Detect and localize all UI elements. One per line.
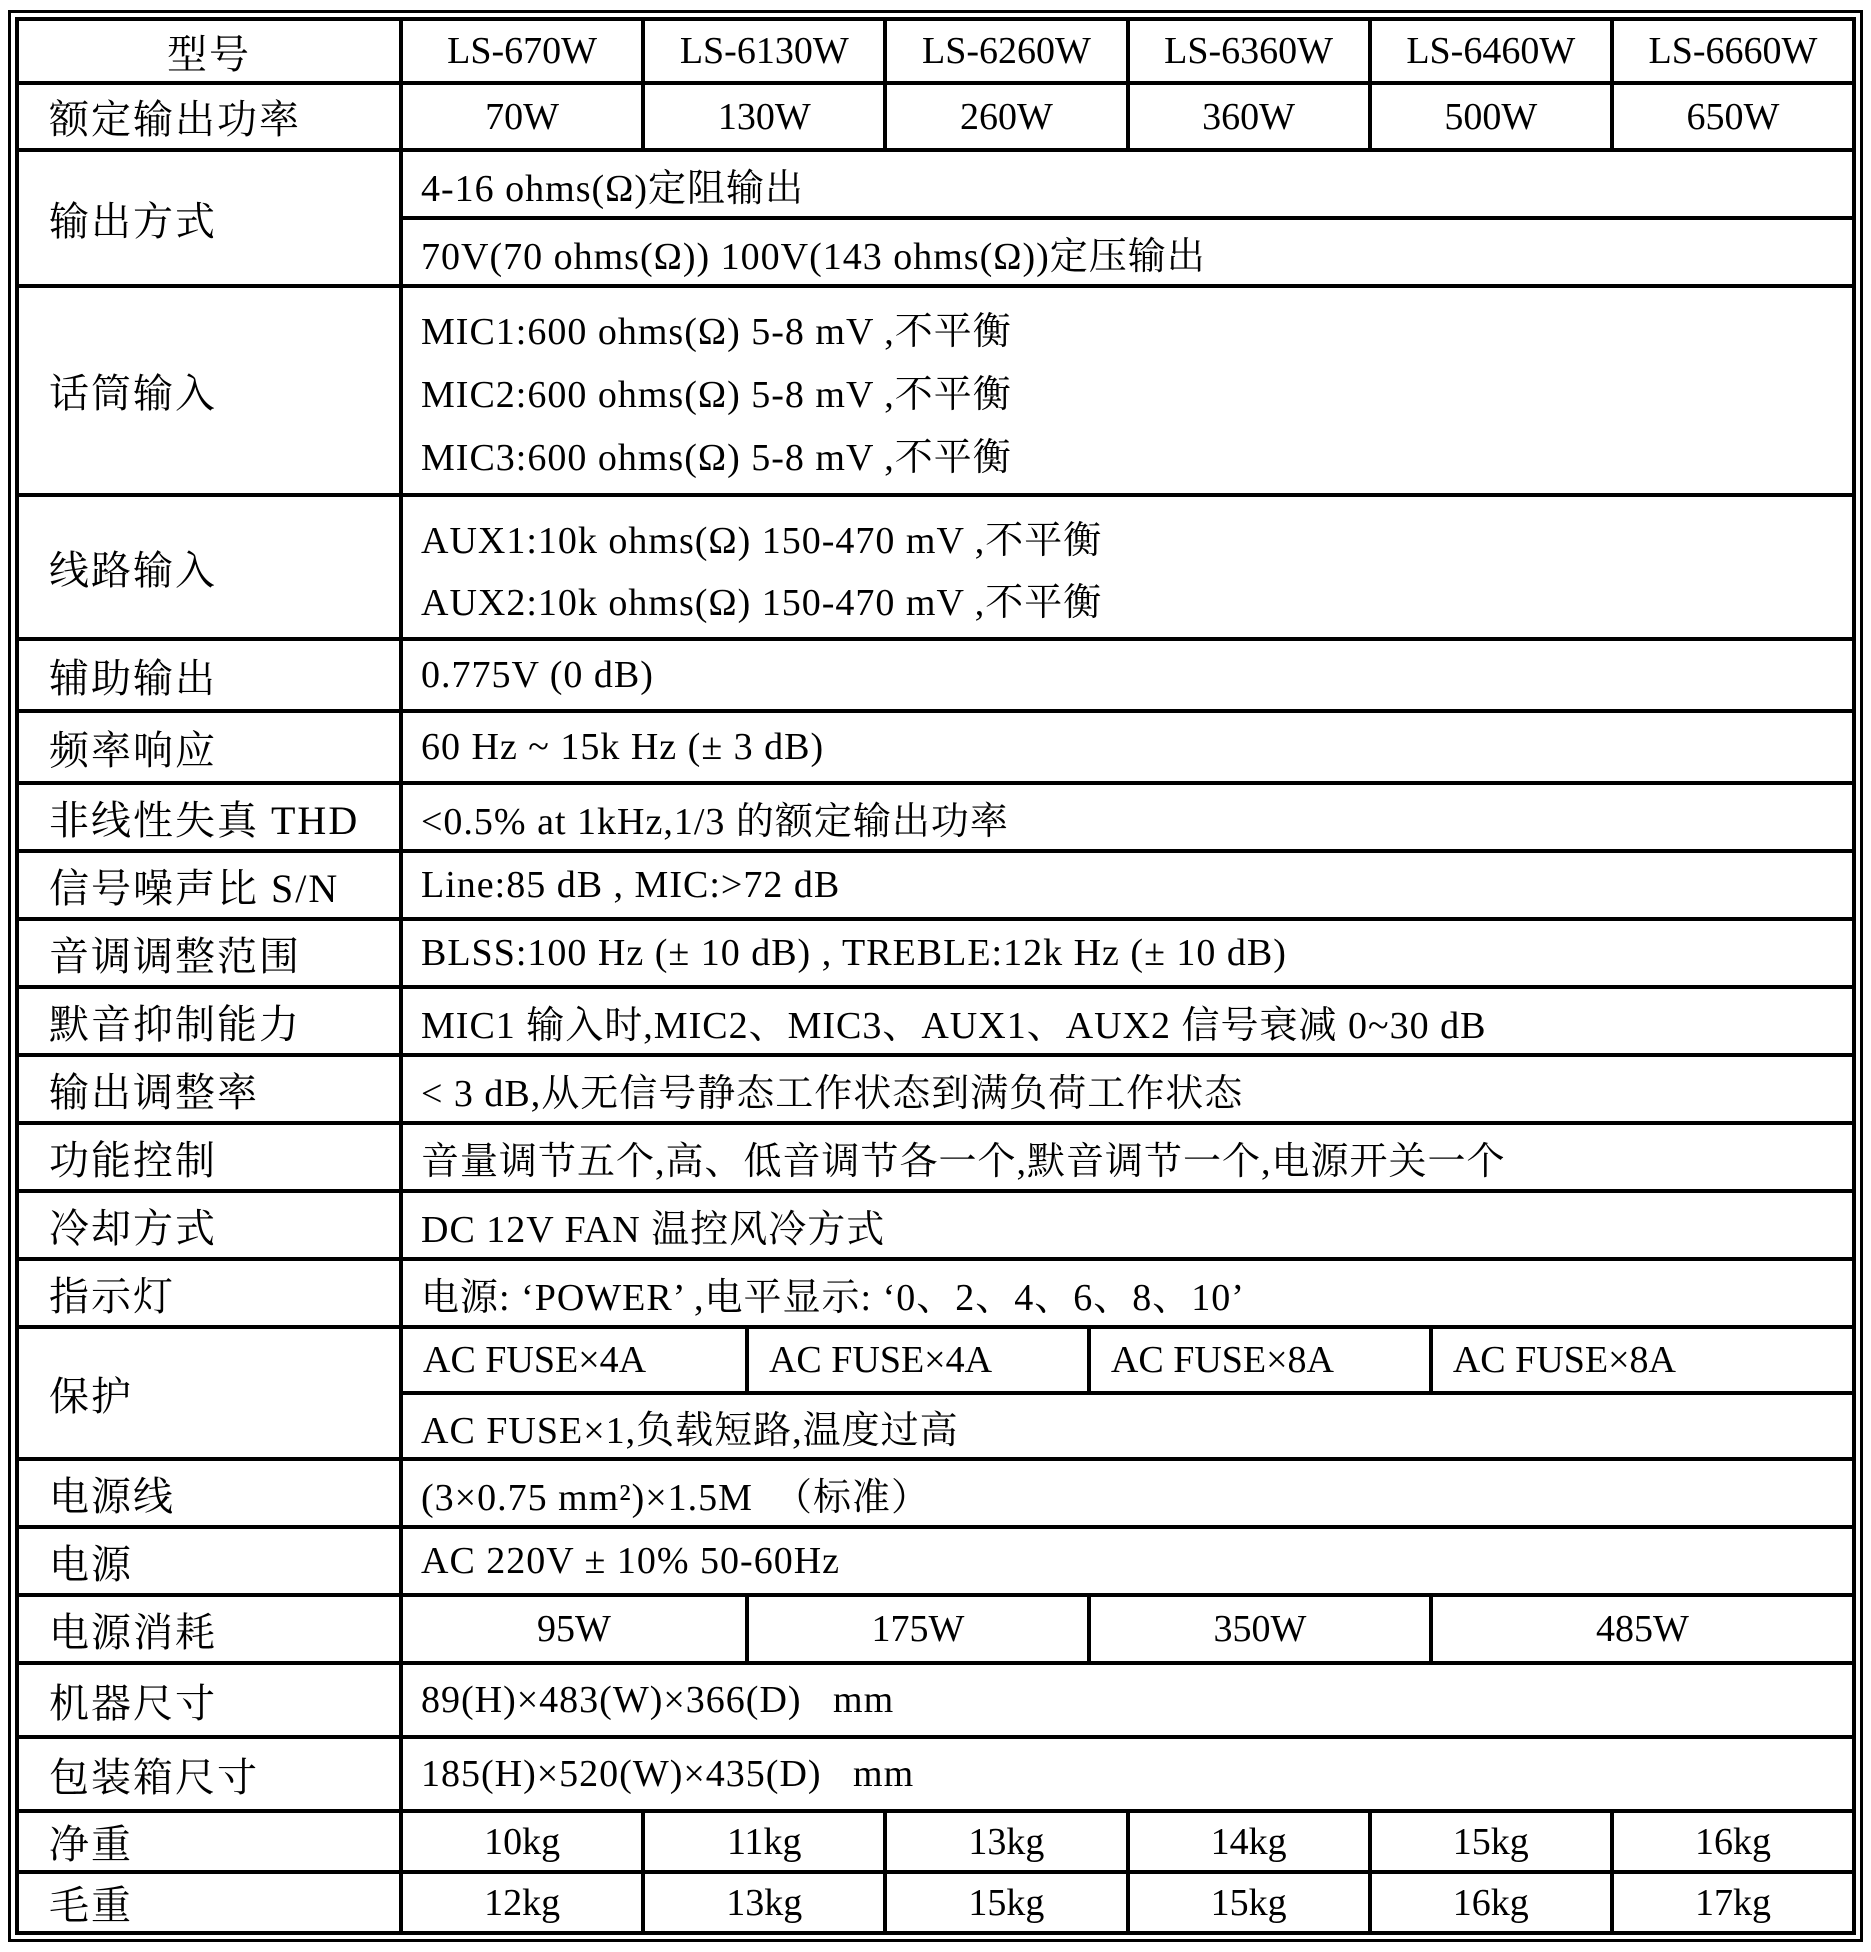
- model-cell: LS-6360W: [1126, 21, 1368, 81]
- power-consumption-cells: [403, 1597, 1852, 1661]
- protection-subrows: [403, 1329, 1852, 1457]
- gross-weight-cell: 12kg: [484, 1881, 561, 1924]
- model-cell: LS-6130W: [641, 21, 883, 81]
- machine-size-value: 89(H)×483(W)×366(D) mm: [421, 1679, 895, 1721]
- row-label-net-weight: 净重: [19, 1813, 403, 1870]
- freq-response-value: 60 Hz ~ 15k Hz (± 3 dB): [421, 726, 825, 768]
- mic-input-line: MIC1:600 ohms(Ω) 5-8 mV ,不平衡: [421, 311, 1012, 353]
- power-consumption-cell: 350W: [1087, 1597, 1429, 1661]
- line-input-line: AUX2:10k ohms(Ω) 150-470 mV ,不平衡: [421, 581, 1103, 624]
- row-freq-response: [19, 709, 1852, 781]
- mic-input-cell: [403, 288, 1852, 493]
- output-mode-line: 4-16 ohms(Ω)定阻输出: [421, 167, 805, 210]
- fuse-cell: AC FUSE×8A: [1429, 1329, 1852, 1391]
- function-control-value: 音量调节五个,高、低音调节各一个,默音调节一个,电源开关一个: [421, 1140, 1506, 1183]
- row-net-weight: [19, 1809, 1852, 1870]
- gross-weight-cell: 17kg: [1610, 1874, 1852, 1931]
- row-power-consumption: [19, 1593, 1852, 1661]
- row-carton-size: [19, 1735, 1852, 1809]
- protection-general-subrow: [403, 1391, 1852, 1457]
- row-label-protection: 保护: [19, 1329, 403, 1457]
- gross-weight-cell: 15kg: [1126, 1874, 1368, 1931]
- row-label-line-input: 线路输入: [19, 497, 403, 637]
- line-input-line: AUX1:10k ohms(Ω) 150-470 mV ,不平衡: [421, 519, 1103, 562]
- power-supply-value: AC 220V ± 10% 50-60Hz: [421, 1540, 841, 1582]
- net-weight-cell: 16kg: [1610, 1813, 1852, 1870]
- gross-weight-cell: 13kg: [641, 1874, 883, 1931]
- row-thd: [19, 781, 1852, 849]
- power-consumption-cell: 485W: [1429, 1597, 1852, 1661]
- row-gross-weight: [19, 1870, 1852, 1931]
- row-label-output-regulation: 输出调整率: [19, 1057, 403, 1121]
- power-consumption-cell: 175W: [745, 1597, 1087, 1661]
- row-function-control: [19, 1121, 1852, 1189]
- net-weight-cells: [403, 1813, 1852, 1870]
- fuse-cell: AC FUSE×8A: [1087, 1329, 1429, 1391]
- rated-power-cell: 70W: [485, 95, 560, 138]
- rated-power-cell: 650W: [1610, 85, 1852, 148]
- gross-weight-cell: 15kg: [883, 1874, 1125, 1931]
- protection-fuse-subrow: [403, 1329, 1852, 1391]
- row-label-rated-power: 额定输出功率: [19, 85, 403, 148]
- net-weight-cell: 10kg: [484, 1820, 561, 1863]
- indicators-value: 电源: ‘POWER’ ,电平显示: ‘0、2、4、6、8、10’: [421, 1276, 1245, 1319]
- row-line-input: [19, 493, 1852, 637]
- row-tone-range: [19, 917, 1852, 985]
- aux-output-value: 0.775V (0 dB): [421, 654, 654, 696]
- row-aux-output: [19, 637, 1852, 709]
- model-cells: [403, 21, 1852, 81]
- protection-fuse-cells: [403, 1329, 1852, 1391]
- model-cell: LS-6660W: [1610, 21, 1852, 81]
- row-model: [19, 21, 1852, 81]
- fuse-cell: AC FUSE×4A: [423, 1339, 647, 1381]
- output-regulation-value: < 3 dB,从无信号静态工作状态到满负荷工作状态: [421, 1072, 1244, 1115]
- row-label-indicators: 指示灯: [19, 1261, 403, 1325]
- fuse-cell: AC FUSE×4A: [745, 1329, 1087, 1391]
- row-label-machine-size: 机器尺寸: [19, 1665, 403, 1735]
- net-weight-cell: 15kg: [1368, 1813, 1610, 1870]
- protection-general-value: AC FUSE×1,负载短路,温度过高: [421, 1409, 959, 1452]
- row-power-supply: [19, 1525, 1852, 1593]
- row-power-cord: [19, 1457, 1852, 1525]
- row-sn-ratio: [19, 849, 1852, 917]
- row-label-tone-range: 音调调整范围: [19, 921, 403, 985]
- gross-weight-cell: 16kg: [1368, 1874, 1610, 1931]
- row-output-regulation: [19, 1053, 1852, 1121]
- row-mic-input: [19, 284, 1852, 493]
- row-label-model: 型号: [19, 21, 403, 81]
- rated-power-cells: [403, 85, 1852, 148]
- net-weight-cell: 14kg: [1126, 1813, 1368, 1870]
- sn-ratio-value: Line:85 dB , MIC:>72 dB: [421, 864, 841, 906]
- model-cell: LS-6260W: [883, 21, 1125, 81]
- output-mode-subrows: [403, 152, 1852, 284]
- row-label-power-consumption: 电源消耗: [19, 1597, 403, 1661]
- row-label-carton-size: 包装箱尺寸: [19, 1739, 403, 1809]
- row-label-mic-input: 话筒输入: [19, 288, 403, 493]
- cooling-value: DC 12V FAN 温控风冷方式: [421, 1208, 886, 1251]
- row-label-cooling: 冷却方式: [19, 1193, 403, 1257]
- mic-input-line: MIC3:600 ohms(Ω) 5-8 mV ,不平衡: [421, 437, 1012, 479]
- row-label-gross-weight: 毛重: [19, 1874, 403, 1931]
- rated-power-cell: 130W: [641, 85, 883, 148]
- row-label-function-control: 功能控制: [19, 1125, 403, 1189]
- thd-value: <0.5% at 1kHz,1/3 的额定输出功率: [421, 800, 1009, 843]
- row-indicators: [19, 1257, 1852, 1325]
- carton-size-value: 185(H)×520(W)×435(D) mm: [421, 1753, 915, 1795]
- row-machine-size: [19, 1661, 1852, 1735]
- row-rated-power: [19, 81, 1852, 148]
- row-label-output-mode: 输出方式: [19, 152, 403, 284]
- rated-power-cell: 360W: [1126, 85, 1368, 148]
- row-cooling: [19, 1189, 1852, 1257]
- rated-power-cell: 500W: [1368, 85, 1610, 148]
- model-cell: LS-6460W: [1368, 21, 1610, 81]
- table-outer-border: [8, 10, 1863, 1942]
- row-label-sn-ratio: 信号噪声比 S/N: [19, 853, 403, 917]
- row-output-mode: [19, 148, 1852, 284]
- gross-weight-cells: [403, 1874, 1852, 1931]
- tone-range-value: BLSS:100 Hz (± 10 dB) , TREBLE:12k Hz (± 10 dB): [421, 932, 1287, 974]
- model-cell: LS-670W: [447, 30, 598, 72]
- rated-power-cell: 260W: [883, 85, 1125, 148]
- row-label-thd: 非线性失真 THD: [19, 785, 403, 849]
- power-consumption-cell: 95W: [537, 1608, 611, 1650]
- row-label-aux-output: 辅助输出: [19, 641, 403, 709]
- output-mode-subrow: [403, 216, 1852, 284]
- net-weight-cell: 13kg: [883, 1813, 1125, 1870]
- output-mode-subrow: [403, 152, 1852, 216]
- row-mute-suppression: [19, 985, 1852, 1053]
- spec-table: [15, 17, 1856, 1935]
- power-cord-value: (3×0.75 mm²)×1.5M （标准）: [421, 1476, 930, 1519]
- row-label-freq-response: 频率响应: [19, 713, 403, 781]
- output-mode-line: 70V(70 ohms(Ω)) 100V(143 ohms(Ω))定压输出: [421, 235, 1206, 278]
- mute-suppression-value: MIC1 输入时,MIC2、MIC3、AUX1、AUX2 信号衰减 0~30 dB: [421, 1004, 1487, 1047]
- line-input-cell: [403, 497, 1852, 637]
- row-label-power-cord: 电源线: [19, 1461, 403, 1525]
- row-label-power-supply: 电源: [19, 1529, 403, 1593]
- mic-input-line: MIC2:600 ohms(Ω) 5-8 mV ,不平衡: [421, 374, 1012, 416]
- row-label-mute-suppression: 默音抑制能力: [19, 989, 403, 1053]
- net-weight-cell: 11kg: [641, 1813, 883, 1870]
- row-protection: [19, 1325, 1852, 1457]
